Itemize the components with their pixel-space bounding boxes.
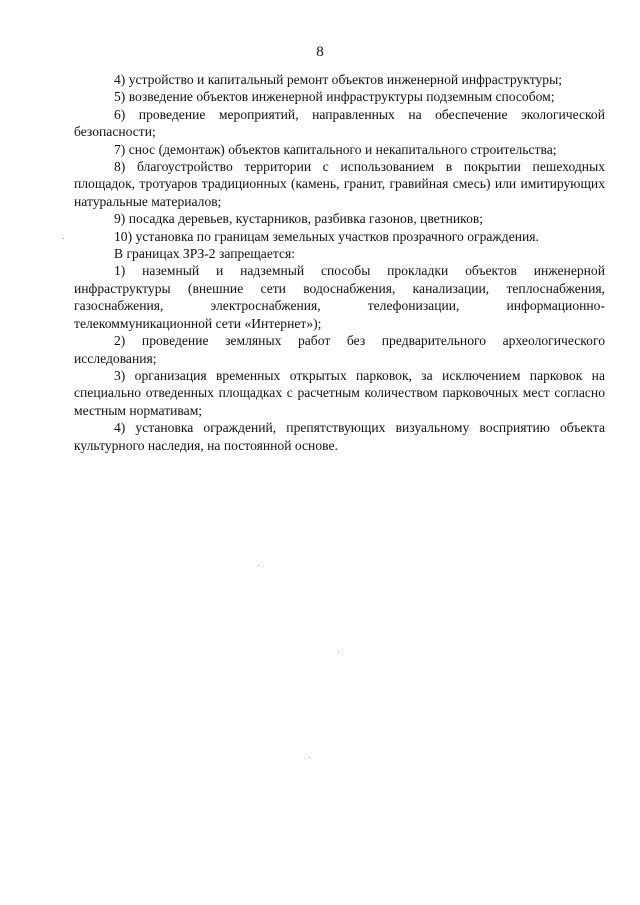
list-item-landscaping: 8) благоустройство территории с использованием в покрытии пешеходных площадок, тротуаров традиционных (камень, гранит, гравийная смесь) или имитирующих натуральные материалов; [74, 159, 605, 209]
section-heading-prohibited: В границах ЗРЗ-2 запрещается: [114, 246, 296, 262]
scan-speck [338, 652, 339, 653]
list-item-fencing-restriction: 4) установка ограждений, препятствующих визуальному восприятию объекта культурного наследия, на постоянной основе. [74, 420, 605, 453]
list-item-ecological-measures: 6) проведение мероприятий, направленных на обеспечение экологической безопасности; [74, 106, 605, 140]
list-item-above-ground-utilities: 1) наземный и надземный способы прокладки объектов инженерной инфраструктуры (внешние сети водоснабжения, канализации, теплоснабжения, газоснабжения, электроснабжения, телефонизации, информационно-телекоммуникационной сети «Интернет»); [74, 263, 605, 331]
page-number: 8 [316, 44, 324, 60]
list-item-transparent-fencing: 10) установка по границам земельных участков прозрачного ограждения. [114, 228, 539, 244]
document-body [74, 71, 605, 454]
list-item-planting: 9) посадка деревьев, кустарников, разбивка газонов, цветников; [114, 211, 484, 227]
list-item-temporary-parking: 3) организация временных открытых парковок, за исключением парковок на специально отведенных площадках с расчетным количеством парковочных мест согласно местным нормативам; [74, 367, 605, 418]
scan-speck [258, 565, 259, 566]
list-item-earthworks: 2) проведение земляных работ без предварительного археологического исследования; [74, 333, 605, 366]
scan-speck [63, 238, 64, 239]
list-item-demolition: 7) снос (демонтаж) объектов капитального и некапитального строительства; [114, 141, 557, 157]
list-item-underground-construction: 5) возведение объектов инженерной инфраструктуры подземным способом; [114, 89, 555, 105]
list-item-construction-repair: 4) устройство и капитальный ремонт объектов инженерной инфраструктуры; [114, 72, 562, 87]
scan-speck [309, 757, 310, 758]
